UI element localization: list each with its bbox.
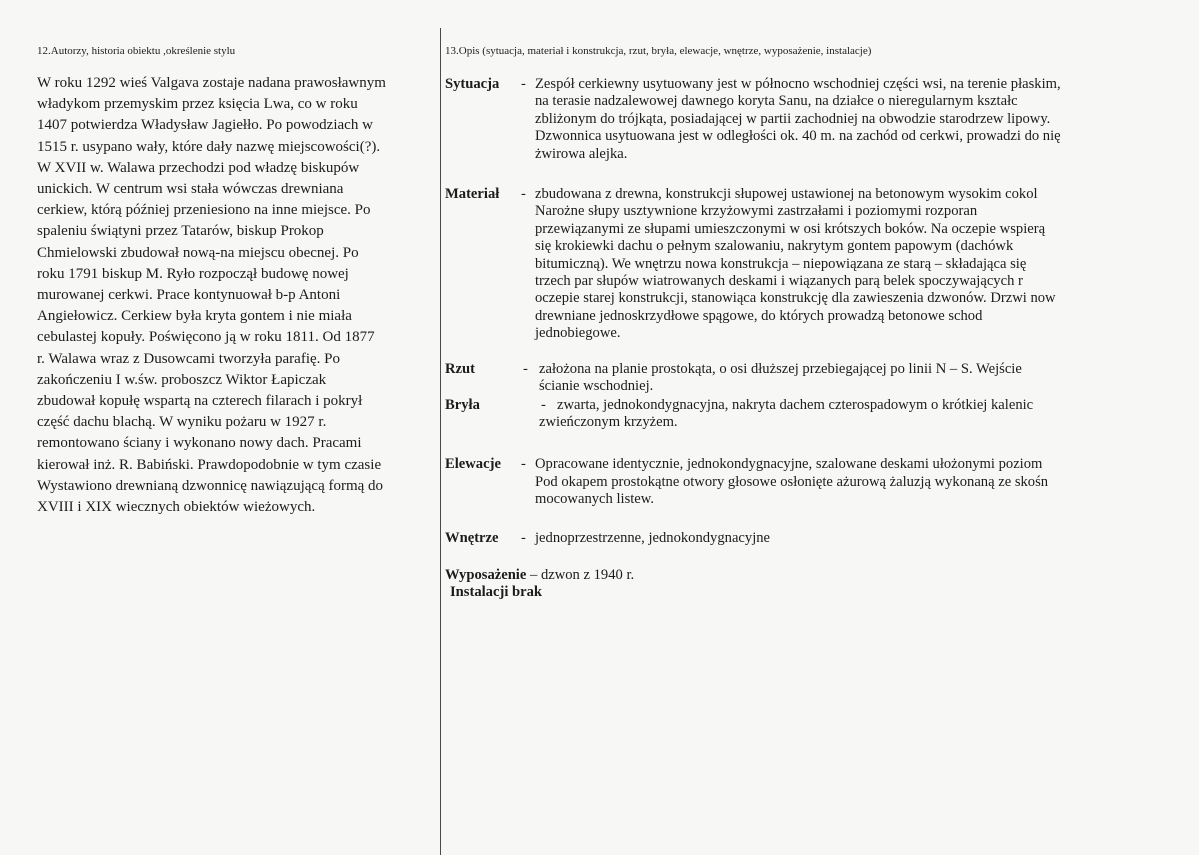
sytuacja-dash: - — [521, 76, 526, 92]
column-divider — [440, 28, 441, 855]
material-line: drewniane jednoskrzydłowe spągowe, do których prowadzą betonowe schod — [535, 307, 983, 324]
section-bryla — [445, 397, 1199, 432]
rzut-dash: - — [523, 360, 528, 377]
description-header: 13.Opis (sytuacja, materiał i konstrukcja, rzut, bryła, elewacje, wnętrze, wyposażenie, instalacje) — [445, 45, 872, 57]
section-rzut — [445, 361, 1199, 396]
history-line: kierował inż. R. Babiński. Prawdopodobnie w tym czasie — [37, 456, 382, 473]
sytuacja-line: Zespół cerkiewny usytuowany jest w północno wschodniej części wsi, na terenie płaskim, — [535, 76, 1061, 92]
section-instalacje — [450, 584, 1199, 601]
material-line: oczepie starej konstrukcji, stanowiąca konstrukcję dla zawieszenia dzwonów. Drzwi now — [535, 290, 1056, 307]
section-material — [445, 186, 1199, 343]
sytuacja-line: zbliżonym do trójkąta, posiadającej w partii zachodniej na obwodzie starodrzew lipowy. — [535, 110, 1051, 127]
history-line: roku 1791 biskup M. Ryło rozpoczął budowę nowej — [37, 265, 349, 282]
history-line: murowanej cerkwi. Prace kontynuował b-p Antoni — [37, 287, 341, 304]
section-elewacje — [445, 456, 1199, 508]
history-line: zakończeniu I w.św. proboszcz Wiktor Łapiczak — [37, 371, 327, 388]
history-line: Angiełowicz. Cerkiew była kryta gontem i nie miała — [37, 308, 352, 325]
bryla-line: zwarta, jednokondygnacyjna, nakryta dachem czterospadowym o krótkiej kalenic — [557, 396, 1034, 413]
bryla-dash: - — [541, 396, 546, 413]
history-text — [37, 73, 437, 518]
elewacje-line: Pod okapem prostokątne otwory głosowe osłonięte ażurową żaluzją wykonaną ze skośn — [535, 473, 1049, 490]
wyposazenie-label: Wyposażenie — [445, 566, 527, 583]
sytuacja-body — [535, 76, 1199, 163]
bryla-body — [539, 396, 1199, 432]
history-line: cerkiew, którą później przeniesiono na inne miejsce. Po — [37, 202, 371, 219]
material-line: jednobiegowe. — [535, 325, 621, 342]
elewacje-label: Elewacje — [445, 456, 501, 473]
elewacje-line: mocowanych listew. — [535, 491, 655, 508]
section-sytuacja — [445, 76, 1199, 163]
wnetrze-body — [535, 530, 1199, 547]
history-line: W roku 1292 wieś Valgava zostaje nadana prawosławnym — [37, 75, 386, 91]
history-line: Chmielowski zbudował nową-na miejscu obecnej. Po — [37, 244, 359, 261]
history-line: 1407 potwierdza Władysław Jagiełło. Po powodziach w — [37, 117, 373, 134]
sytuacja-label: Sytuacja — [445, 76, 500, 92]
material-line: się krokiewki dachu o pełnym szalowaniu, nakrytym gontem papowym (dachówk — [535, 238, 1014, 255]
material-line: bitumiczną). We wnętrzu nowa konstrukcja – niepowiązana ze starą – składająca się — [535, 255, 1027, 272]
material-body — [535, 186, 1199, 343]
wnetrze-dash: - — [521, 529, 526, 546]
history-line: r. Walawa wraz z Dusowcami tworzyła parafię. Po — [37, 350, 340, 367]
section-wnetrze — [445, 530, 1199, 547]
rzut-line: założona na planie prostokąta, o osi dłuższej przebiegającej po linii N – S. Wejście — [539, 360, 1022, 377]
rzut-line: ścianie wschodniej. — [539, 378, 654, 395]
elewacje-line: Opracowane identycznie, jednokondygnacyjne, szalowane deskami ułożonymi poziom — [535, 456, 1043, 473]
history-line: W XVII w. Walawa przechodzi pod władzę biskupów — [37, 159, 360, 176]
bryla-label: Bryła — [445, 396, 480, 413]
description-column — [445, 44, 1199, 602]
section-wyposazenie — [445, 567, 1199, 584]
history-line: spaleniu świątyni przez Tatarów, biskup Prokop — [37, 223, 324, 240]
history-line: 1515 r. usypano wały, które dały nazwę miejscowości(?). — [37, 138, 381, 155]
material-dash: - — [521, 186, 526, 203]
sytuacja-line: żwirowa alejka. — [535, 145, 628, 162]
history-line: władykom przemyskim przez księcia Lwa, co w roku — [37, 96, 358, 113]
sytuacja-line: Dzwonnica usytuowana jest w odległości ok. 40 m. na zachód od cerkwi, prowadzi do nię — [535, 128, 1061, 145]
rzut-body — [539, 361, 1199, 396]
history-line: XVIII i XIX wiecznych obiektów wieżowych. — [37, 499, 316, 516]
history-line: Wystawiono drewnianą dzwonnicę nawiązującą formą do — [37, 477, 384, 494]
elewacje-dash: - — [521, 456, 526, 473]
material-line: trzech par słupów wiatrowanych deskami i wiązanych parą belek spoczywających r — [535, 273, 1023, 290]
sytuacja-line: na terasie nadzalewowej dawnego koryta Sanu, na działce o nieregularnym kształc — [535, 93, 1018, 110]
material-line: zbudowana z drewna, konstrukcji słupowej ustawionej na betonowym wysokim cokol — [535, 186, 1038, 203]
material-line: Narożne słupy usztywnione krzyżowymi zastrzałami i poziomymi rozporan — [535, 203, 978, 220]
history-line: unickich. W centrum wsi stała wówczas drewniana — [37, 181, 344, 198]
history-line: remontowano ściany i wykonano nowy dach. Pracami — [37, 435, 362, 452]
instalacje-label: Instalacji brak — [450, 584, 543, 601]
history-line: cebulastej kopuły. Poświęcono ją w roku 1811. Od 1877 — [37, 329, 375, 346]
history-line: część dachu blachą. W wyniku pożaru w 1927 r. — [37, 414, 327, 431]
wyposazenie-text: – dzwon z 1940 r. — [530, 566, 635, 583]
rzut-label: Rzut — [445, 360, 475, 377]
material-line: przewiązanymi ze słupami umieszczonymi w osi krótszych boków. Na oczepie wspierą — [535, 220, 1046, 237]
wnetrze-text: jednoprzestrzenne, jednokondygnacyjne — [535, 529, 771, 546]
history-column — [37, 44, 437, 518]
wnetrze-label: Wnętrze — [445, 529, 499, 546]
history-header: 12.Autorzy, historia obiektu ,określenie stylu — [37, 45, 236, 57]
material-label: Materiał — [445, 186, 500, 203]
bryla-line: zwieńczonym krzyżem. — [539, 413, 678, 430]
history-line: zbudował kopułę wspartą na czterech filarach i pokrył — [37, 393, 363, 410]
elewacje-body — [535, 456, 1199, 508]
